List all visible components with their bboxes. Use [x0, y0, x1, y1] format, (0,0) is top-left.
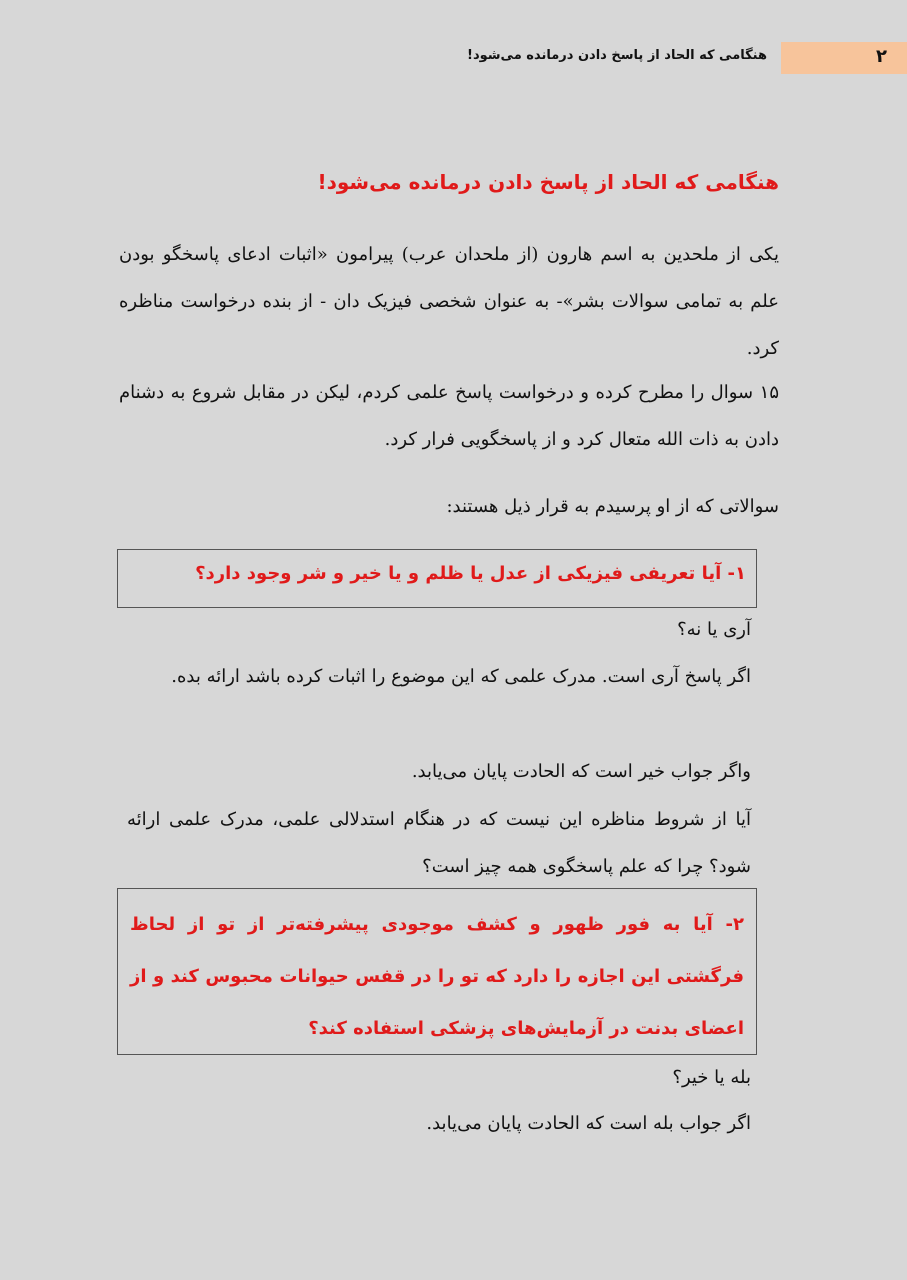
- question-2-box: [117, 888, 757, 1055]
- running-header: هنگامی که الحاد از پاسخ دادن درمانده می‌شود!: [467, 48, 767, 63]
- question-2-answer-choice: بله یا خیر؟: [672, 1067, 751, 1088]
- question-1-yes-branch: اگر پاسخ آری است. مدرک علمی که این موضوع را اثبات کرده باشد ارائه بده.: [171, 666, 751, 687]
- page-number: ۲: [876, 46, 887, 67]
- questions-intro: سوالاتی که از او پرسیدم به قرار ذیل هستند:: [446, 496, 779, 517]
- intro-paragraph: یکی از ملحدین به اسم هارون (از ملحدان عرب) پیرامون «اثبات ادعای پاسخگو بودن علم به تمامی سوالات بشر»- به عنوان شخصی فیزیک دان - از بنده درخواست مناظره کرد.: [119, 244, 779, 359]
- question-1-text: ۱- آیا تعریفی فیزیکی از عدل یا ظلم و یا خیر و شر وجود دارد؟: [195, 563, 746, 584]
- question-1-debate-condition: آیا از شروط مناظره این نیست که در هنگام استدلالی علمی، مدرک علمی ارائه شود؟ چرا که علم پاسخگوی همه چیز است؟: [127, 809, 751, 877]
- question-2-text: ۲- آیا به فور ظهور و کشف موجودی پیشرفته‌تر از تو از لحاظ فرگشتی این اجازه را دارد که تو را در قفس حیوانات محبوس کند و از اعضای بدنت در آزمایش‌های پزشکی استفاده کند؟: [130, 914, 744, 1039]
- question-1-box: [117, 549, 757, 608]
- question-2-yes-branch: اگر جواب بله است که الحادت پایان می‌یابد.: [426, 1113, 751, 1134]
- question-1-no-branch: واگر جواب خیر است که الحادت پایان می‌یابد.: [411, 761, 751, 782]
- page-title: هنگامی که الحاد از پاسخ دادن درمانده می‌شود!: [317, 170, 779, 194]
- question-1-answer-choice: آری یا نه؟: [677, 619, 751, 640]
- page-number-tab: [781, 42, 907, 74]
- context-paragraph: ۱۵ سوال را مطرح کرده و درخواست پاسخ علمی کردم، لیکن در مقابل شروع به دشنام دادن به ذات الله متعال کرد و از پاسخگویی فرار کرد.: [119, 382, 779, 450]
